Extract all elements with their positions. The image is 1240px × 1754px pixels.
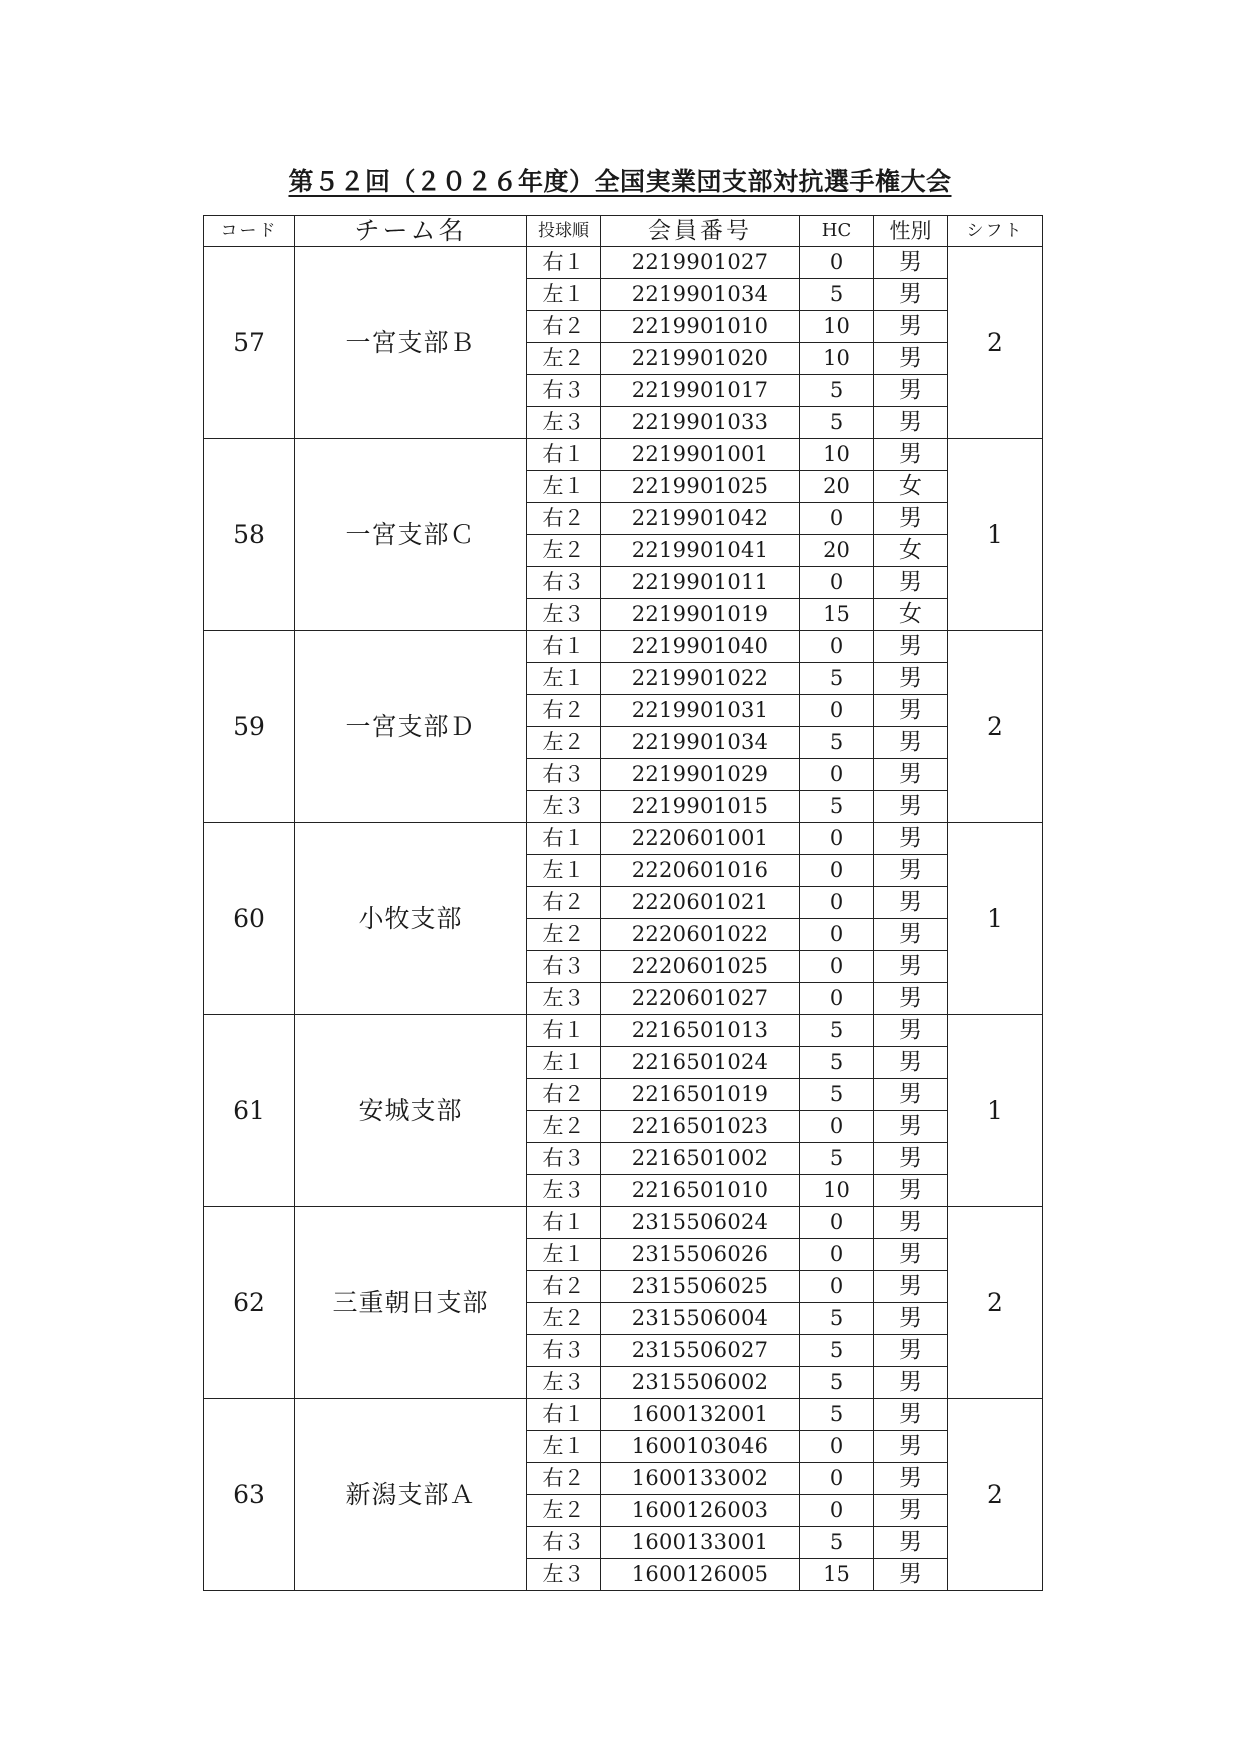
page-title-text: 第５２回（２０２６年度）全国実業団支部対抗選手権大会 bbox=[288, 167, 952, 196]
sex: 男 bbox=[874, 375, 948, 407]
member-number: 2216501013 bbox=[601, 1015, 800, 1047]
bowling-order: 左１ bbox=[527, 1431, 601, 1463]
bowling-order: 左３ bbox=[527, 983, 601, 1015]
handicap: 10 bbox=[800, 343, 874, 375]
table-row bbox=[204, 1015, 1043, 1047]
member-number: 2220601027 bbox=[601, 983, 800, 1015]
handicap: 0 bbox=[800, 1207, 874, 1239]
table-row bbox=[204, 439, 1043, 471]
bowling-order: 左３ bbox=[527, 1175, 601, 1207]
team-code: 61 bbox=[204, 1015, 295, 1207]
member-number: 2219901011 bbox=[601, 567, 800, 599]
sex: 男 bbox=[874, 1399, 948, 1431]
bowling-order: 右３ bbox=[527, 951, 601, 983]
member-number: 1600132001 bbox=[601, 1399, 800, 1431]
sex: 男 bbox=[874, 1303, 948, 1335]
handicap: 5 bbox=[800, 1079, 874, 1111]
member-number: 2219901020 bbox=[601, 343, 800, 375]
member-number: 2219901001 bbox=[601, 439, 800, 471]
team-name: 一宮支部Ｄ bbox=[295, 631, 527, 823]
bowling-order: 左２ bbox=[527, 919, 601, 951]
sex: 女 bbox=[874, 599, 948, 631]
sex: 男 bbox=[874, 823, 948, 855]
bowling-order: 右１ bbox=[527, 439, 601, 471]
bowling-order: 左１ bbox=[527, 471, 601, 503]
table-body bbox=[204, 247, 1043, 1591]
bowling-order: 右２ bbox=[527, 311, 601, 343]
bowling-order: 左２ bbox=[527, 535, 601, 567]
bowling-order: 右３ bbox=[527, 1143, 601, 1175]
team-code: 59 bbox=[204, 631, 295, 823]
member-number: 2219901034 bbox=[601, 727, 800, 759]
handicap: 0 bbox=[800, 1463, 874, 1495]
sex: 男 bbox=[874, 631, 948, 663]
member-number: 2219901033 bbox=[601, 407, 800, 439]
table-row bbox=[204, 823, 1043, 855]
page-title bbox=[0, 162, 1240, 198]
member-number: 2219901027 bbox=[601, 247, 800, 279]
member-number: 2315506002 bbox=[601, 1367, 800, 1399]
sex: 男 bbox=[874, 759, 948, 791]
bowling-order: 右２ bbox=[527, 503, 601, 535]
sex: 男 bbox=[874, 407, 948, 439]
member-number: 2219901022 bbox=[601, 663, 800, 695]
member-number: 2216501019 bbox=[601, 1079, 800, 1111]
table-row bbox=[204, 247, 1043, 279]
member-number: 1600103046 bbox=[601, 1431, 800, 1463]
sex: 男 bbox=[874, 951, 948, 983]
bowling-order: 左１ bbox=[527, 279, 601, 311]
team-code: 62 bbox=[204, 1207, 295, 1399]
sex: 男 bbox=[874, 695, 948, 727]
handicap: 0 bbox=[800, 983, 874, 1015]
sex: 男 bbox=[874, 1271, 948, 1303]
member-number: 2220601021 bbox=[601, 887, 800, 919]
bowling-order: 左３ bbox=[527, 791, 601, 823]
member-number: 2220601001 bbox=[601, 823, 800, 855]
member-number: 1600126003 bbox=[601, 1495, 800, 1527]
shift: 1 bbox=[948, 1015, 1043, 1207]
shift: 1 bbox=[948, 439, 1043, 631]
team-name: 一宮支部Ｂ bbox=[295, 247, 527, 439]
sex: 男 bbox=[874, 1495, 948, 1527]
table-row bbox=[204, 631, 1043, 663]
member-number: 2219901025 bbox=[601, 471, 800, 503]
member-number: 2220601025 bbox=[601, 951, 800, 983]
bowling-order: 右２ bbox=[527, 1463, 601, 1495]
handicap: 0 bbox=[800, 1495, 874, 1527]
bowling-order: 右３ bbox=[527, 759, 601, 791]
handicap: 20 bbox=[800, 535, 874, 567]
header-team-name: チーム名 bbox=[295, 216, 527, 247]
sex: 男 bbox=[874, 1015, 948, 1047]
member-number: 2219901019 bbox=[601, 599, 800, 631]
sex: 男 bbox=[874, 855, 948, 887]
shift: 2 bbox=[948, 1207, 1043, 1399]
bowling-order: 左１ bbox=[527, 855, 601, 887]
sex: 男 bbox=[874, 279, 948, 311]
handicap: 0 bbox=[800, 503, 874, 535]
handicap: 5 bbox=[800, 1015, 874, 1047]
team-name: 新潟支部Ａ bbox=[295, 1399, 527, 1591]
sex: 男 bbox=[874, 727, 948, 759]
handicap: 20 bbox=[800, 471, 874, 503]
handicap: 0 bbox=[800, 1271, 874, 1303]
handicap: 0 bbox=[800, 631, 874, 663]
bowling-order: 左２ bbox=[527, 1111, 601, 1143]
member-number: 1600133002 bbox=[601, 1463, 800, 1495]
bowling-order: 左３ bbox=[527, 407, 601, 439]
bowling-order: 左１ bbox=[527, 663, 601, 695]
sex: 男 bbox=[874, 247, 948, 279]
bowling-order: 右３ bbox=[527, 375, 601, 407]
team-name: 一宮支部Ｃ bbox=[295, 439, 527, 631]
sex: 男 bbox=[874, 887, 948, 919]
sex: 男 bbox=[874, 1111, 948, 1143]
shift: 1 bbox=[948, 823, 1043, 1015]
bowling-order: 右１ bbox=[527, 1399, 601, 1431]
member-number: 2315506026 bbox=[601, 1239, 800, 1271]
table-header bbox=[204, 216, 1043, 247]
header-member-number: 会員番号 bbox=[601, 216, 800, 247]
member-number: 2216501023 bbox=[601, 1111, 800, 1143]
bowling-order: 左２ bbox=[527, 1495, 601, 1527]
bowling-order: 右１ bbox=[527, 1015, 601, 1047]
sex: 男 bbox=[874, 919, 948, 951]
bowling-order: 左１ bbox=[527, 1047, 601, 1079]
sex: 男 bbox=[874, 1175, 948, 1207]
bowling-order: 右３ bbox=[527, 1527, 601, 1559]
bowling-order: 右１ bbox=[527, 823, 601, 855]
sex: 男 bbox=[874, 1047, 948, 1079]
sex: 女 bbox=[874, 535, 948, 567]
table-row bbox=[204, 1207, 1043, 1239]
bowling-order: 左３ bbox=[527, 599, 601, 631]
team-code: 58 bbox=[204, 439, 295, 631]
team-name: 小牧支部 bbox=[295, 823, 527, 1015]
header-row bbox=[204, 216, 1043, 247]
handicap: 5 bbox=[800, 663, 874, 695]
handicap: 5 bbox=[800, 1047, 874, 1079]
sex: 男 bbox=[874, 1431, 948, 1463]
shift: 2 bbox=[948, 631, 1043, 823]
bowling-order: 右２ bbox=[527, 695, 601, 727]
handicap: 5 bbox=[800, 1335, 874, 1367]
handicap: 0 bbox=[800, 695, 874, 727]
team-name: 安城支部 bbox=[295, 1015, 527, 1207]
handicap: 0 bbox=[800, 567, 874, 599]
handicap: 5 bbox=[800, 1527, 874, 1559]
bowling-order: 左２ bbox=[527, 1303, 601, 1335]
sex: 男 bbox=[874, 1463, 948, 1495]
handicap: 10 bbox=[800, 439, 874, 471]
handicap: 5 bbox=[800, 791, 874, 823]
bowling-order: 右２ bbox=[527, 1271, 601, 1303]
sex: 男 bbox=[874, 1143, 948, 1175]
member-number: 2315506024 bbox=[601, 1207, 800, 1239]
header-code: コード bbox=[204, 216, 295, 247]
sex: 男 bbox=[874, 311, 948, 343]
header-sex: 性別 bbox=[874, 216, 948, 247]
member-number: 2216501024 bbox=[601, 1047, 800, 1079]
sex: 男 bbox=[874, 983, 948, 1015]
member-number: 2219901040 bbox=[601, 631, 800, 663]
bowling-order: 右２ bbox=[527, 887, 601, 919]
handicap: 0 bbox=[800, 1111, 874, 1143]
bowling-order: 右２ bbox=[527, 1079, 601, 1111]
handicap: 5 bbox=[800, 1143, 874, 1175]
handicap: 0 bbox=[800, 1239, 874, 1271]
handicap: 5 bbox=[800, 279, 874, 311]
roster-table bbox=[203, 215, 1043, 1591]
handicap: 0 bbox=[800, 1431, 874, 1463]
member-number: 2216501002 bbox=[601, 1143, 800, 1175]
bowling-order: 左２ bbox=[527, 727, 601, 759]
handicap: 10 bbox=[800, 311, 874, 343]
member-number: 2219901015 bbox=[601, 791, 800, 823]
bowling-order: 右１ bbox=[527, 247, 601, 279]
sex: 男 bbox=[874, 1367, 948, 1399]
sex: 男 bbox=[874, 791, 948, 823]
member-number: 2219901041 bbox=[601, 535, 800, 567]
member-number: 2315506025 bbox=[601, 1271, 800, 1303]
sex: 男 bbox=[874, 567, 948, 599]
member-number: 2219901029 bbox=[601, 759, 800, 791]
team-code: 63 bbox=[204, 1399, 295, 1591]
sex: 男 bbox=[874, 343, 948, 375]
handicap: 0 bbox=[800, 855, 874, 887]
handicap: 5 bbox=[800, 407, 874, 439]
bowling-order: 左３ bbox=[527, 1559, 601, 1591]
member-number: 1600133001 bbox=[601, 1527, 800, 1559]
handicap: 5 bbox=[800, 1303, 874, 1335]
shift: 2 bbox=[948, 247, 1043, 439]
handicap: 5 bbox=[800, 1367, 874, 1399]
bowling-order: 左３ bbox=[527, 1367, 601, 1399]
bowling-order: 右３ bbox=[527, 1335, 601, 1367]
member-number: 2220601022 bbox=[601, 919, 800, 951]
header-shift: シフト bbox=[948, 216, 1043, 247]
team-code: 60 bbox=[204, 823, 295, 1015]
handicap: 15 bbox=[800, 1559, 874, 1591]
shift: 2 bbox=[948, 1399, 1043, 1591]
member-number: 2219901042 bbox=[601, 503, 800, 535]
sex: 男 bbox=[874, 663, 948, 695]
member-number: 2220601016 bbox=[601, 855, 800, 887]
member-number: 2315506004 bbox=[601, 1303, 800, 1335]
member-number: 2219901034 bbox=[601, 279, 800, 311]
sex: 男 bbox=[874, 1079, 948, 1111]
bowling-order: 右１ bbox=[527, 1207, 601, 1239]
member-number: 2315506027 bbox=[601, 1335, 800, 1367]
sex: 男 bbox=[874, 1335, 948, 1367]
handicap: 15 bbox=[800, 599, 874, 631]
sex: 男 bbox=[874, 503, 948, 535]
sex: 男 bbox=[874, 1239, 948, 1271]
sex: 男 bbox=[874, 1559, 948, 1591]
header-handicap: HC bbox=[800, 216, 874, 247]
team-name: 三重朝日支部 bbox=[295, 1207, 527, 1399]
bowling-order: 右３ bbox=[527, 567, 601, 599]
header-bowling-order: 投球順 bbox=[527, 216, 601, 247]
handicap: 0 bbox=[800, 823, 874, 855]
sex: 男 bbox=[874, 1207, 948, 1239]
handicap: 5 bbox=[800, 727, 874, 759]
bowling-order: 左１ bbox=[527, 1239, 601, 1271]
sex: 男 bbox=[874, 439, 948, 471]
handicap: 5 bbox=[800, 1399, 874, 1431]
sex: 女 bbox=[874, 471, 948, 503]
handicap: 0 bbox=[800, 759, 874, 791]
member-number: 2219901010 bbox=[601, 311, 800, 343]
handicap: 5 bbox=[800, 375, 874, 407]
handicap: 0 bbox=[800, 247, 874, 279]
handicap: 0 bbox=[800, 919, 874, 951]
bowling-order: 右１ bbox=[527, 631, 601, 663]
member-number: 2219901017 bbox=[601, 375, 800, 407]
handicap: 0 bbox=[800, 951, 874, 983]
bowling-order: 左２ bbox=[527, 343, 601, 375]
member-number: 1600126005 bbox=[601, 1559, 800, 1591]
handicap: 10 bbox=[800, 1175, 874, 1207]
table-row bbox=[204, 1399, 1043, 1431]
team-code: 57 bbox=[204, 247, 295, 439]
sex: 男 bbox=[874, 1527, 948, 1559]
member-number: 2219901031 bbox=[601, 695, 800, 727]
member-number: 2216501010 bbox=[601, 1175, 800, 1207]
handicap: 0 bbox=[800, 887, 874, 919]
